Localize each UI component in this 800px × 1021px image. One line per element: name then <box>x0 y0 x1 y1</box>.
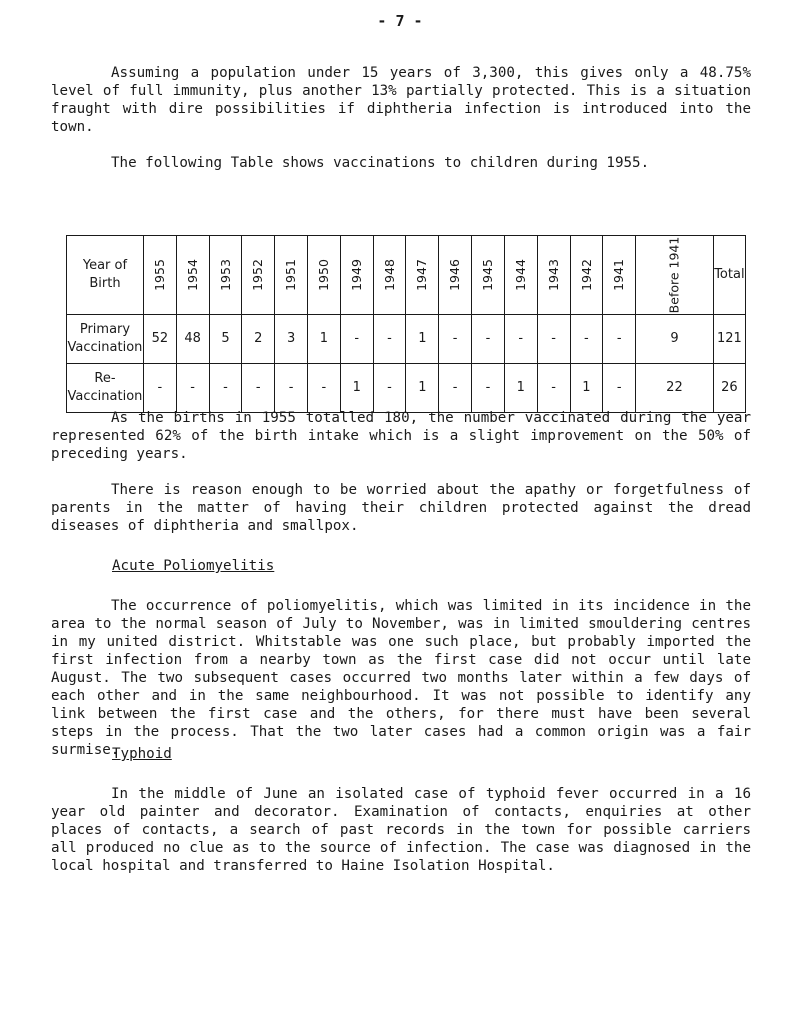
year-header: 1941 <box>603 236 636 315</box>
year-header: 1952 <box>242 236 275 315</box>
table-cell: - <box>603 315 636 364</box>
table-cell: - <box>439 315 472 364</box>
heading-typhoid: Typhoid <box>112 746 172 762</box>
table-cell: - <box>472 364 505 413</box>
table-cell: 1 <box>340 364 373 413</box>
table-cell: - <box>439 364 472 413</box>
table-cell: - <box>176 364 209 413</box>
table-row <box>67 364 746 413</box>
table-cell: 1 <box>570 364 603 413</box>
table-cell: - <box>373 315 406 364</box>
table-cell: 1 <box>504 364 537 413</box>
table-cell: - <box>143 364 176 413</box>
year-header: 1954 <box>176 236 209 315</box>
table-cell: 9 <box>636 315 714 364</box>
year-header: 1949 <box>340 236 373 315</box>
year-header: 1953 <box>209 236 242 315</box>
table-cell: - <box>275 364 308 413</box>
year-header: 1948 <box>373 236 406 315</box>
year-header: 1947 <box>406 236 439 315</box>
table-header-row <box>67 236 746 315</box>
paragraph-table-intro: The following Table shows vaccinations to children during 1955. <box>111 155 650 171</box>
row-total: 26 <box>713 364 745 413</box>
table-cell: - <box>340 315 373 364</box>
year-header: 1955 <box>143 236 176 315</box>
table-cell: 3 <box>275 315 308 364</box>
table-cell: - <box>209 364 242 413</box>
year-header: 1943 <box>537 236 570 315</box>
table-cell: 1 <box>308 315 341 364</box>
table-cell: - <box>373 364 406 413</box>
year-header: 1951 <box>275 236 308 315</box>
paragraph-births: As the births in 1955 totalled 180, the number vaccinated during the year represented 62% of the birth intake which is a slight improvement on the 50% of preceding years. <box>51 410 751 462</box>
paragraph-apathy: There is reason enough to be worried about the apathy or forgetfulness of parents in the matter of having their children protected against the dread diseases of diphtheria and smallpox. <box>51 482 751 534</box>
table-cell: - <box>242 364 275 413</box>
row-label: Primary Vaccination <box>67 315 144 364</box>
year-header: 1944 <box>504 236 537 315</box>
table-cell: 22 <box>636 364 714 413</box>
heading-acute-poliomyelitis: Acute Poliomyelitis <box>112 558 275 574</box>
paragraph-immunity: Assuming a population under 15 years of 3,300, this gives only a 48.75% level of full immunity, plus another 13% partially protected. This is a situation fraught with dire possibilities if diphtheria infection is introduced into the town. <box>51 65 751 135</box>
paragraph-typhoid: In the middle of June an isolated case of typhoid fever occurred in a 16 year old painter and decorator. Examination of contacts, enquiries at other places of contacts, a search of past records in the town for possible carriers all produced no clue as to the source of infection. The case was diagnosed in the local hospital and transferred to Haine Isolation Hospital. <box>51 786 751 874</box>
year-header: 1946 <box>439 236 472 315</box>
table-cell: - <box>537 364 570 413</box>
table-cell: 48 <box>176 315 209 364</box>
row-total: 121 <box>713 315 745 364</box>
year-of-birth-header: Year of Birth <box>67 236 144 315</box>
page-number: - 7 - <box>377 12 423 30</box>
table-cell: - <box>603 364 636 413</box>
table-row <box>67 315 746 364</box>
table-cell: - <box>537 315 570 364</box>
table-cell: - <box>570 315 603 364</box>
year-header: 1945 <box>472 236 505 315</box>
table-cell: 2 <box>242 315 275 364</box>
year-header: 1950 <box>308 236 341 315</box>
table-cell: 1 <box>406 364 439 413</box>
year-header: 1942 <box>570 236 603 315</box>
row-label: Re- Vaccination <box>67 364 144 413</box>
paragraph-poliomyelitis: The occurrence of poliomyelitis, which was limited in its incidence in the area to the normal season of July to November, was in limited smouldering centres in my united district. Whitstable was one such place, but probably imported the first infection from a nearby town as the first case did not occur until late August. The two subsequent cases occurred two months later within a few days of each other and in the same neighbourhood. It was not possible to identify any link between the first case and the others, for there must have been several steps in the process. That the two later cases had a common origin was a fair surmise. <box>51 598 751 758</box>
vaccination-table <box>66 235 746 413</box>
total-header: Total <box>713 236 745 315</box>
table-cell: - <box>308 364 341 413</box>
table-cell: 1 <box>406 315 439 364</box>
table-cell: 5 <box>209 315 242 364</box>
table-cell: 52 <box>143 315 176 364</box>
year-header: Before 1941 <box>636 236 714 315</box>
table-cell: - <box>472 315 505 364</box>
table-cell: - <box>504 315 537 364</box>
